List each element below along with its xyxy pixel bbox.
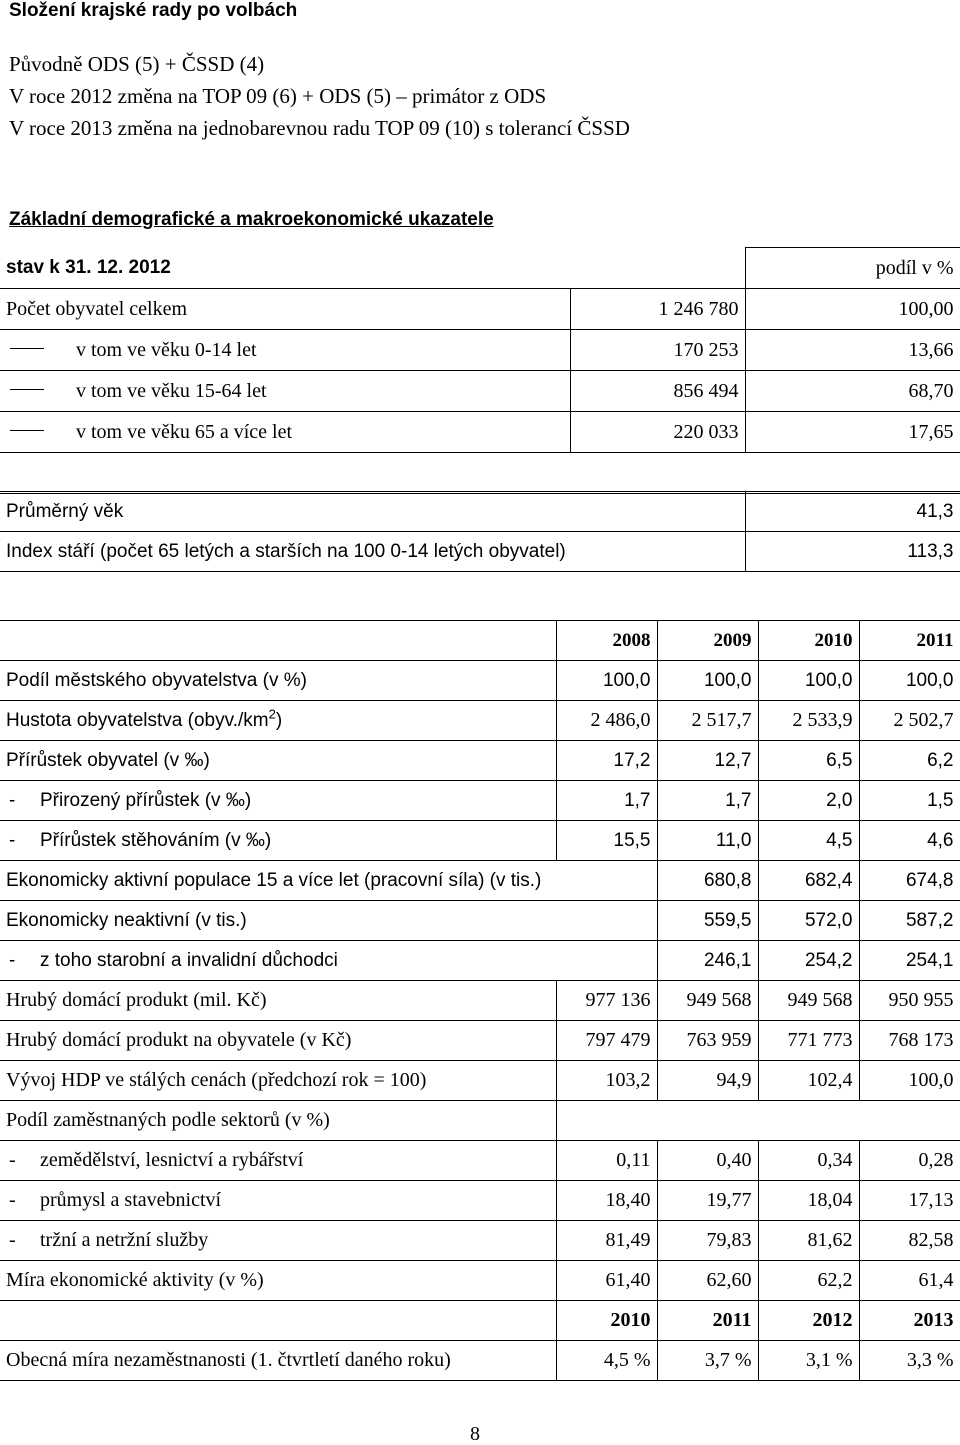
row-share: 17,65 xyxy=(745,412,960,453)
table-row xyxy=(0,1061,960,1101)
avg-age-value: 41,3 xyxy=(745,492,960,532)
row-value: 1 246 780 xyxy=(570,289,745,330)
row-label: Míra ekonomické aktivity (v %) xyxy=(0,1261,556,1301)
page-number: 8 xyxy=(470,1423,480,1445)
hyphen-mark: - xyxy=(9,789,16,811)
row-label xyxy=(0,330,570,371)
row-label: Podíl zaměstnaných podle sektorů (v %) xyxy=(0,1101,556,1141)
share-header: podíl v % xyxy=(745,248,960,289)
year-header: 2012 xyxy=(758,1301,859,1341)
label-text: Přírůstek stěhováním (v ‰) xyxy=(40,829,272,851)
cell-value: 18,40 xyxy=(556,1181,657,1221)
table-row xyxy=(0,412,960,453)
dash-mark xyxy=(10,389,44,390)
table-row xyxy=(0,248,960,289)
cell-value: 3,7 % xyxy=(657,1341,758,1381)
row-label: Hrubý domácí produkt (mil. Kč) xyxy=(0,981,556,1021)
cell-value: 1,7 xyxy=(556,781,657,821)
cell-value: 763 959 xyxy=(657,1021,758,1061)
cell-value: 246,1 xyxy=(657,941,758,981)
dash-mark xyxy=(10,430,44,431)
cell-value: 2 486,0 xyxy=(556,701,657,741)
cell-value: 11,0 xyxy=(657,821,758,861)
cell-value: 19,77 xyxy=(657,1181,758,1221)
hyphen-mark: - xyxy=(9,1189,16,1211)
cell-value: 3,3 % xyxy=(859,1341,960,1381)
age-label: v tom ve věku 65 a více let xyxy=(76,420,293,443)
cell-value: 0,34 xyxy=(758,1141,859,1181)
stav-label: stav k 31. 12. 2012 xyxy=(0,248,745,289)
table-row xyxy=(0,941,960,981)
cell-value: 79,83 xyxy=(657,1221,758,1261)
cell-value: 2 502,7 xyxy=(859,701,960,741)
cell-value: 1,7 xyxy=(657,781,758,821)
row-label xyxy=(0,1221,556,1261)
cell-value: 797 479 xyxy=(556,1021,657,1061)
table-row xyxy=(0,861,960,901)
year-header: 2011 xyxy=(657,1301,758,1341)
table-row xyxy=(0,1221,960,1261)
cell-value: 62,60 xyxy=(657,1261,758,1301)
table-row xyxy=(0,1261,960,1301)
cell-value: 100,0 xyxy=(859,661,960,701)
aging-index-label: Index stáří (počet 65 letých a starších na 100 0-14 letých obyvatel) xyxy=(0,532,745,572)
year-header: 2008 xyxy=(556,621,657,661)
cell-value: 4,6 xyxy=(859,821,960,861)
cell-value: 680,8 xyxy=(657,861,758,901)
row-label: Ekonomicky aktivní populace 15 a více let (pracovní síla) (v tis.) xyxy=(0,861,657,901)
row-value: 856 494 xyxy=(570,371,745,412)
cell-value: 949 568 xyxy=(758,981,859,1021)
table-row xyxy=(0,981,960,1021)
cell-value: 674,8 xyxy=(859,861,960,901)
cell-value: 82,58 xyxy=(859,1221,960,1261)
cell-value: 768 173 xyxy=(859,1021,960,1061)
row-label xyxy=(0,371,570,412)
macro-table xyxy=(0,620,960,1381)
council-heading: Složení krajské rady po volbách xyxy=(9,0,298,21)
cell-value: 61,4 xyxy=(859,1261,960,1301)
cell-value: 61,40 xyxy=(556,1261,657,1301)
cell-value: 950 955 xyxy=(859,981,960,1021)
cell-value: 2 533,9 xyxy=(758,701,859,741)
cell-value: 0,11 xyxy=(556,1141,657,1181)
row-value: 220 033 xyxy=(570,412,745,453)
cell-value: 0,40 xyxy=(657,1141,758,1181)
cell-value: 771 773 xyxy=(758,1021,859,1061)
cell-value: 17,13 xyxy=(859,1181,960,1221)
row-label: Podíl městského obyvatelstva (v %) xyxy=(0,661,556,701)
table-row xyxy=(0,821,960,861)
cell-value: 2 517,7 xyxy=(657,701,758,741)
label-text: tržní a netržní služby xyxy=(40,1229,209,1251)
year-header: 2010 xyxy=(556,1301,657,1341)
cell-value: 587,2 xyxy=(859,901,960,941)
table-row xyxy=(0,289,960,330)
table-row xyxy=(0,1101,960,1141)
table-row xyxy=(0,532,960,572)
cell-value: 2,0 xyxy=(758,781,859,821)
label-text: Hustota obyvatelstva (obyv./km xyxy=(6,709,269,731)
row-label xyxy=(0,781,556,821)
cell-value: 12,7 xyxy=(657,741,758,781)
age-label: v tom ve věku 15-64 let xyxy=(76,379,267,402)
cell-value: 81,49 xyxy=(556,1221,657,1261)
dash-mark xyxy=(10,348,44,349)
table-row xyxy=(0,330,960,371)
row-label xyxy=(0,941,657,981)
cell-value: 102,4 xyxy=(758,1061,859,1101)
intro-line: V roce 2013 změna na jednobarevnou radu TOP 09 (10) s tolerancí ČSSD xyxy=(9,116,630,140)
cell-value: 1,5 xyxy=(859,781,960,821)
label-text: průmysl a stavebnictví xyxy=(40,1189,222,1211)
row-label xyxy=(0,412,570,453)
row-label: Počet obyvatel celkem xyxy=(0,289,570,330)
label-text: Přirozený přírůstek (v ‰) xyxy=(40,789,252,811)
table-row xyxy=(0,1141,960,1181)
cell-value: 572,0 xyxy=(758,901,859,941)
year-header: 2013 xyxy=(859,1301,960,1341)
table-row xyxy=(0,371,960,412)
hyphen-mark: - xyxy=(9,829,16,851)
row-label xyxy=(0,701,556,741)
cell-value: 100,0 xyxy=(657,661,758,701)
demographics-heading: Základní demografické a makroekonomické ukazatele xyxy=(9,209,494,230)
cell-value: 559,5 xyxy=(657,901,758,941)
table-row xyxy=(0,661,960,701)
avg-age-label: Průměrný věk xyxy=(0,492,745,532)
row-label: Vývoj HDP ve stálých cenách (předchozí rok = 100) xyxy=(0,1061,556,1101)
table-row xyxy=(0,741,960,781)
hyphen-mark: - xyxy=(9,1229,16,1251)
cell-value: 6,2 xyxy=(859,741,960,781)
empty-row xyxy=(0,453,960,494)
row-label: Přírůstek obyvatel (v ‰) xyxy=(0,741,556,781)
cell-value: 977 136 xyxy=(556,981,657,1021)
label-text: zemědělství, lesnictví a rybářství xyxy=(40,1149,304,1171)
superscript: 2 xyxy=(268,706,276,722)
cell-value: 81,62 xyxy=(758,1221,859,1261)
table-row xyxy=(0,1181,960,1221)
cell-value: 0,28 xyxy=(859,1141,960,1181)
table-row xyxy=(0,453,960,494)
cell-value: 949 568 xyxy=(657,981,758,1021)
cell-value: 254,1 xyxy=(859,941,960,981)
empty-cell xyxy=(556,1101,960,1141)
year-header: 2010 xyxy=(758,621,859,661)
row-share: 100,00 xyxy=(745,289,960,330)
row-label xyxy=(0,1181,556,1221)
intro-line: Původně ODS (5) + ČSSD (4) xyxy=(9,52,265,76)
cell-value: 62,2 xyxy=(758,1261,859,1301)
cell-value: 18,04 xyxy=(758,1181,859,1221)
cell-value: 100,0 xyxy=(556,661,657,701)
table-row xyxy=(0,701,960,741)
hyphen-mark: - xyxy=(9,1149,16,1171)
row-label: Ekonomicky neaktivní (v tis.) xyxy=(0,901,657,941)
cell-value: 6,5 xyxy=(758,741,859,781)
table-row xyxy=(0,781,960,821)
cell-value: 100,0 xyxy=(758,661,859,701)
row-label xyxy=(0,821,556,861)
row-label xyxy=(0,1141,556,1181)
age-table xyxy=(0,491,960,572)
intro-line: V roce 2012 změna na TOP 09 (6) + ODS (5) – primátor z ODS xyxy=(9,84,547,108)
row-label: Obecná míra nezaměstnanosti (1. čtvrtletí daného roku) xyxy=(0,1341,556,1381)
hyphen-mark: - xyxy=(9,949,16,971)
cell-value: 94,9 xyxy=(657,1061,758,1101)
table-row xyxy=(0,492,960,532)
cell-value: 17,2 xyxy=(556,741,657,781)
empty-cell xyxy=(0,621,556,661)
aging-index-value: 113,3 xyxy=(745,532,960,572)
year-header: 2009 xyxy=(657,621,758,661)
row-label: Hrubý domácí produkt na obyvatele (v Kč) xyxy=(0,1021,556,1061)
table-row xyxy=(0,1021,960,1061)
label-suffix: ) xyxy=(275,709,283,731)
cell-value: 15,5 xyxy=(556,821,657,861)
cell-value: 100,0 xyxy=(859,1061,960,1101)
population-table xyxy=(0,247,960,494)
row-share: 68,70 xyxy=(745,371,960,412)
cell-value: 4,5 xyxy=(758,821,859,861)
table-row xyxy=(0,621,960,661)
table-row xyxy=(0,1301,960,1341)
cell-value: 254,2 xyxy=(758,941,859,981)
row-value: 170 253 xyxy=(570,330,745,371)
cell-value: 103,2 xyxy=(556,1061,657,1101)
label-text: z toho starobní a invalidní důchodci xyxy=(40,949,338,971)
empty-cell xyxy=(0,1301,556,1341)
table-row xyxy=(0,901,960,941)
cell-value: 4,5 % xyxy=(556,1341,657,1381)
cell-value: 682,4 xyxy=(758,861,859,901)
age-label: v tom ve věku 0-14 let xyxy=(76,338,257,361)
table-row xyxy=(0,1341,960,1381)
row-share: 13,66 xyxy=(745,330,960,371)
year-header: 2011 xyxy=(859,621,960,661)
cell-value: 3,1 % xyxy=(758,1341,859,1381)
